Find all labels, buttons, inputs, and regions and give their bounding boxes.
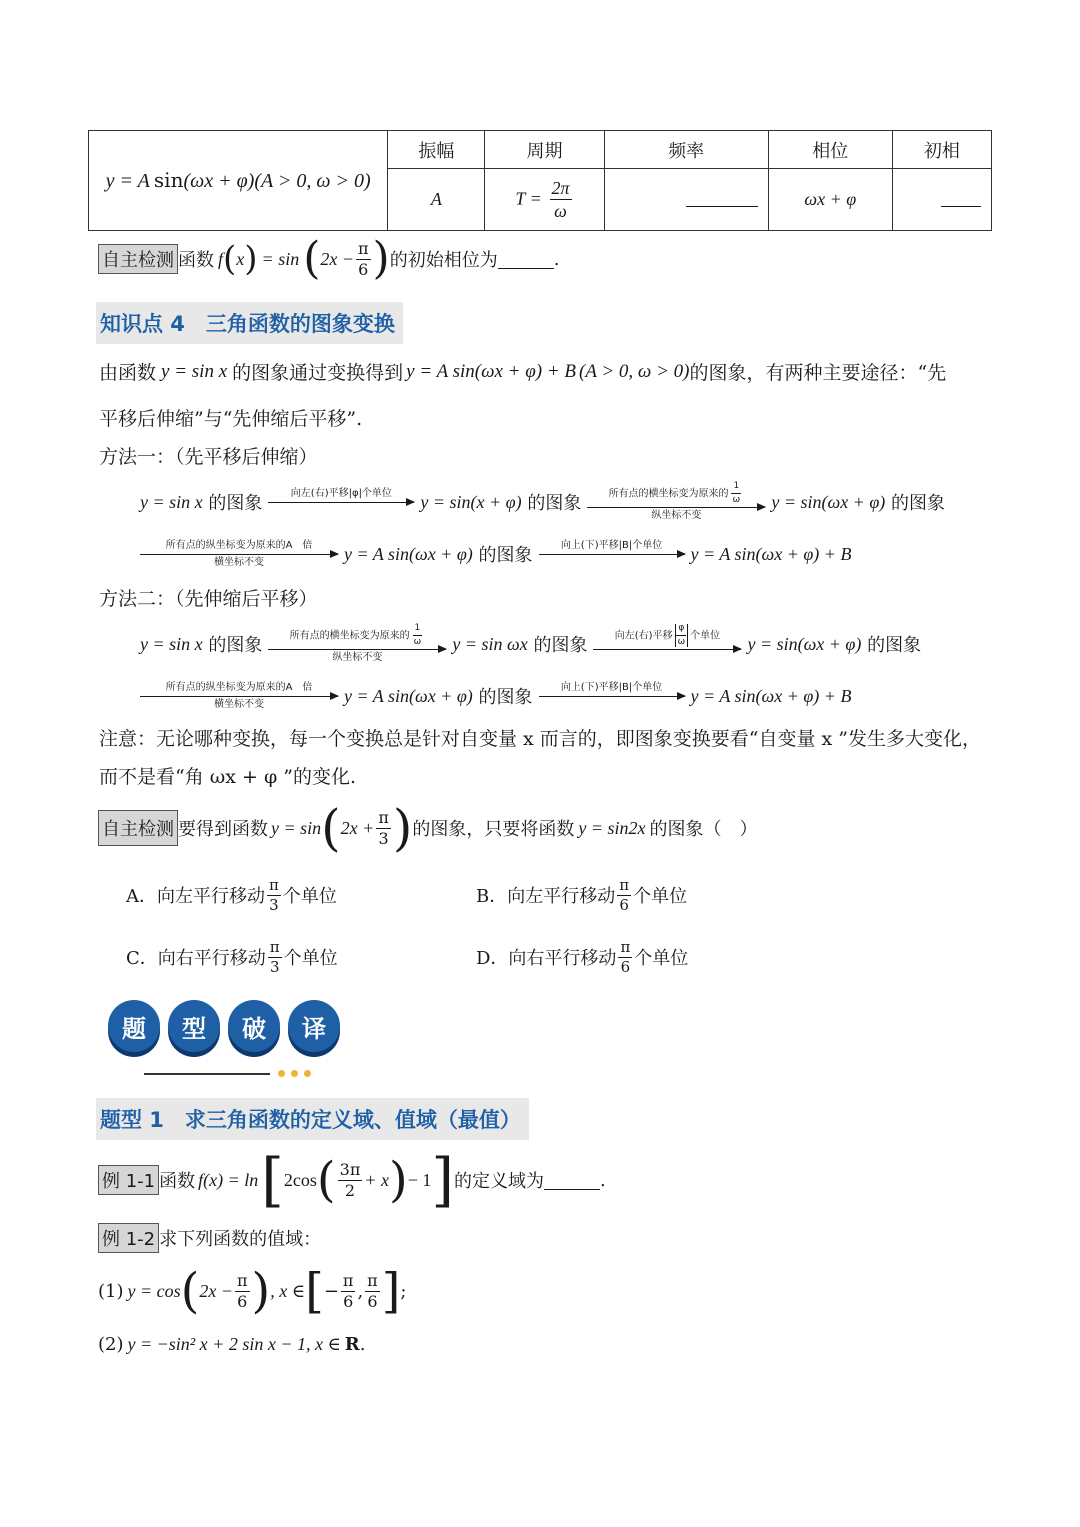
header-initial-phase: 初相 bbox=[892, 131, 991, 169]
self-check-2: 自主检测 要得到函数 y = sin ( 2x + $\frac{\pi}{3}$ ) 的图象，只要将函数 y = sin2x 的图象（ ） bbox=[98, 802, 757, 854]
method-2-row-2: 所有点的纵坐标变为原来的A 倍 横坐标不变 y = A sin(ωx + φ) 的图象 向上(下)平移|B|个单位 y = A sin(ωx + φ) + B bbox=[140, 678, 851, 714]
method-1-row-1: y = sin x 的图象 向左(右)平移|φ|个单位 y = sin(x + φ) 的图象 所有点的横坐标变为原来的 $\frac{1}{\omega}$ 纵坐标不变 y = sin(ωx + φ) 的图象 bbox=[140, 481, 946, 521]
transform-arrow: 所有点的横坐标变为原来的 $\frac{1}{\omega}$ 纵坐标不变 bbox=[268, 624, 446, 664]
intro-line-2: 平移后伸缩”与“先伸缩后平移”. bbox=[99, 408, 363, 430]
option-d[interactable]: D．向右平行移动 $\frac{\pi}{6}$ 个单位 bbox=[476, 937, 689, 976]
self-check-1: 自主检测 函数 f ( x ) = sin ( 2x − $\frac{\pi}{6}$ ) 的初始相位为 . bbox=[98, 236, 559, 282]
period-value: T = $\frac{2\pi}{\omega}$ bbox=[485, 169, 604, 231]
amplitude-value: A bbox=[388, 169, 485, 231]
header-frequency: 频率 bbox=[604, 131, 768, 169]
header-period: 周期 bbox=[485, 131, 604, 169]
transform-arrow: 向左(右)平移|φ|个单位 bbox=[268, 488, 414, 517]
method-2-title: 方法二：（先伸缩后平移） bbox=[99, 588, 318, 610]
transform-arrow: 所有点的纵坐标变为原来的A 倍 横坐标不变 bbox=[140, 682, 338, 711]
intro-line-1: 由函数 y = sin x 的图象通过变换得到 y = A sin(ωx + φ) + B (A > 0, ω > 0) 的图象，有两种主要途径：“先 bbox=[99, 360, 947, 384]
option-c[interactable]: C．向右平行移动 $\frac{\pi}{3}$ 个单位 bbox=[126, 937, 338, 976]
section-heading-4: 知识点 4 三角函数的图象变换 bbox=[96, 302, 403, 344]
self-check-tag: 自主检测 bbox=[98, 244, 178, 274]
transform-arrow: 向上(下)平移|B|个单位 bbox=[539, 682, 685, 711]
initial-phase-blank bbox=[892, 169, 991, 231]
general-formula: y = A sin(ωx + φ)(A > 0, ω > 0) bbox=[89, 131, 388, 231]
badge-po: 破 bbox=[228, 1000, 280, 1052]
badge-yi: 译 bbox=[288, 1000, 340, 1052]
badge-underline bbox=[144, 1070, 317, 1077]
example-1-2-part-1: (1) y = cos ( 2x − $\frac{\pi}{6}$ ) , x ∈ [ − $\frac{\pi}{6}$ , $\frac{\pi}{6}$ ] ; bbox=[98, 1263, 407, 1319]
example-tag: 例 1-2 bbox=[98, 1223, 159, 1253]
method-2-row-1: y = sin x 的图象 所有点的横坐标变为原来的 $\frac{1}{\omega}$ 纵坐标不变 y = sin ωx 的图象 向左(右)平移 $\frac{\varphi}{\omega}$ 个单位 y = sin(ωx + φ) 的图象 bbox=[140, 623, 922, 663]
note-line-1: 注意：无论哪种变换，每一个变换总是针对自变量 x 而言的，即图象变换要看“自变量 x ”发生多大变化， bbox=[99, 728, 982, 750]
example-1-2-part-2: (2) y = −sin² x + 2 sin x − 1, x ∈ R . bbox=[98, 1333, 366, 1355]
example-1-2: 例 1-2 求下列函数的值域： bbox=[98, 1224, 321, 1252]
parameter-table bbox=[88, 130, 992, 231]
badge-xing: 型 bbox=[168, 1000, 220, 1052]
transform-arrow: 所有点的横坐标变为原来的 $\frac{1}{\omega}$ 纵坐标不变 bbox=[587, 482, 765, 522]
header-phase: 相位 bbox=[768, 131, 892, 169]
method-1-title: 方法一：（先平移后伸缩） bbox=[99, 446, 318, 468]
transform-arrow: 所有点的纵坐标变为原来的A 倍 横坐标不变 bbox=[140, 540, 338, 569]
transform-arrow: 向左(右)平移 $\frac{\varphi}{\omega}$ 个单位 bbox=[593, 624, 741, 664]
self-check-tag: 自主检测 bbox=[98, 810, 178, 846]
section-heading-type-1: 题型 1 求三角函数的定义域、值域（最值） bbox=[96, 1098, 529, 1140]
option-b[interactable]: B．向左平行移动 $\frac{\pi}{6}$ 个单位 bbox=[476, 875, 688, 914]
note-line-2: 而不是看“角 ωx + φ ”的变化. bbox=[99, 766, 357, 788]
transform-arrow: 向上(下)平移|B|个单位 bbox=[539, 540, 685, 569]
example-1-1: 例 1-1 函数 f(x) = ln [ 2cos ( $\frac{3\pi}{2}$ + x ) − 1 ] 的定义域为 . bbox=[98, 1152, 606, 1208]
frequency-blank bbox=[604, 169, 768, 231]
example-tag: 例 1-1 bbox=[98, 1165, 159, 1195]
method-1-row-2: 所有点的纵坐标变为原来的A 倍 横坐标不变 y = A sin(ωx + φ) 的图象 向上(下)平移|B|个单位 y = A sin(ωx + φ) + B bbox=[140, 536, 851, 572]
badge-ti: 题 bbox=[108, 1000, 160, 1052]
section-badges bbox=[108, 1000, 340, 1052]
header-amplitude: 振幅 bbox=[388, 131, 485, 169]
option-a[interactable]: A．向左平行移动 $\frac{\pi}{3}$ 个单位 bbox=[126, 875, 337, 914]
phase-value: ωx + φ bbox=[768, 169, 892, 231]
